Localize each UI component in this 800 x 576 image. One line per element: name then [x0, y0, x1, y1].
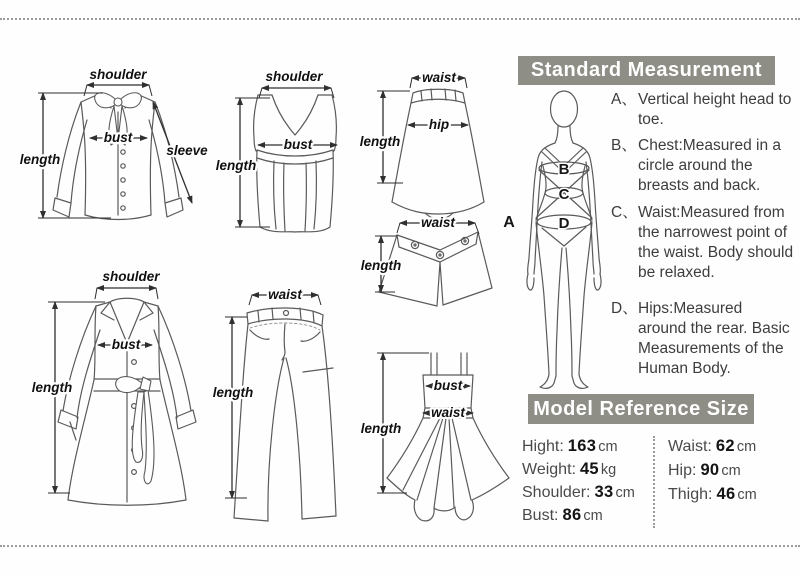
pants-waist-label: waist [268, 287, 302, 302]
tank-shoulder-ticks [259, 88, 334, 98]
model-reference-header: Model Reference Size [528, 394, 754, 424]
shorts-diagram [355, 208, 505, 313]
top-dotted-divider [0, 18, 800, 20]
stat-shoulder [522, 483, 635, 502]
stat-hip-value: 90 [700, 461, 720, 479]
stats-dotted-divider [653, 436, 655, 528]
stat-waist-label: Waist: [668, 438, 712, 455]
skirt-diagram [355, 55, 510, 230]
dress-bust-label: bust [433, 378, 463, 393]
blouse-sleeve-label: sleeve [166, 143, 208, 158]
tank-shoulder-label: shoulder [265, 69, 323, 84]
measurement-item-b [611, 136, 794, 196]
coat-bust-label: bust [111, 337, 141, 352]
stat-weight [522, 460, 616, 479]
stat-shoulder-value: 33 [594, 483, 614, 501]
stat-bust-label: Bust: [522, 507, 559, 524]
blouse-line-art [53, 94, 183, 220]
measurement-text-b: Chest:Measured in a circle around the breasts and back. [638, 137, 782, 194]
stat-thigh-value: 46 [716, 485, 736, 503]
pants-line-art [234, 308, 336, 521]
measurement-key-b: B、 [611, 137, 637, 154]
stat-weight-label: Weight: [522, 461, 576, 478]
stat-weight-value: 45 [579, 460, 599, 478]
stat-thigh [668, 485, 757, 504]
measurement-text-a: Vertical height head to toe. [638, 91, 792, 128]
coat-length-ticks [48, 302, 105, 493]
stat-height [522, 437, 618, 456]
stat-height-unit: cm [598, 439, 618, 455]
stat-bust [522, 506, 603, 525]
coat-shoulder-label: shoulder [102, 269, 160, 284]
skirt-line-art [392, 89, 484, 219]
measurement-item-c [611, 203, 794, 283]
skirt-hip-label: hip [428, 117, 450, 132]
body-figure-line-art [527, 91, 601, 388]
bottom-dotted-divider [0, 545, 800, 547]
body-figure-diagram [500, 86, 615, 391]
coat-belt-bow [116, 377, 154, 484]
figure-label-b: B [558, 161, 570, 178]
pants-diagram [205, 280, 355, 530]
stat-weight-unit: kg [600, 462, 617, 478]
stat-waist-value: 62 [715, 437, 735, 455]
blouse-bust-label: bust [103, 130, 133, 145]
measurement-item-a [611, 90, 794, 130]
tank-top-diagram [210, 55, 360, 250]
stat-shoulder-unit: cm [615, 485, 635, 501]
blouse-length-label: length [19, 152, 61, 167]
measurement-key-a: A、 [611, 91, 637, 108]
coat-diagram [10, 250, 215, 530]
coat-length-label: length [31, 380, 73, 395]
measurement-key-c: C、 [611, 204, 638, 221]
stat-waist [668, 437, 756, 456]
pants-length-ticks [225, 317, 247, 498]
tank-bust-label: bust [283, 137, 313, 152]
blouse-shoulder-ticks [84, 85, 152, 96]
stat-thigh-label: Thigh: [668, 486, 713, 503]
stat-height-value: 163 [567, 437, 597, 455]
shorts-length-label: length [360, 258, 402, 273]
shorts-waist-label: waist [421, 215, 455, 230]
stat-bust-unit: cm [583, 508, 603, 524]
coat-shoulder-ticks [95, 288, 158, 299]
figure-label-d: D [558, 215, 570, 232]
measurement-text-d: Hips:Measured around the rear. Basic Measurements of the Human Body. [638, 300, 790, 377]
stat-bust-value: 86 [562, 506, 582, 524]
skirt-length-label: length [359, 134, 401, 149]
tank-top-line-art [254, 95, 337, 232]
figure-label-c: C [558, 186, 570, 203]
standard-measurement-header: Standard Measurement [518, 56, 775, 85]
dress-waist-label: waist [431, 405, 465, 420]
stat-hip-unit: cm [721, 463, 741, 479]
stat-thigh-unit: cm [737, 487, 757, 503]
stat-height-label: Hight: [522, 438, 564, 455]
measurement-item-d [611, 299, 794, 379]
tank-length-label: length [215, 158, 257, 173]
stat-hip [668, 461, 741, 480]
pants-length-label: length [212, 385, 254, 400]
figure-label-a: A [503, 214, 515, 231]
stat-waist-unit: cm [736, 439, 757, 455]
skirt-waist-label: waist [422, 70, 456, 85]
dress-diagram [355, 330, 515, 525]
stat-shoulder-label: Shoulder: [522, 484, 591, 501]
dress-length-label: length [360, 421, 402, 436]
measurement-key-d: D、 [611, 300, 638, 317]
measurement-text-c: Waist:Measured from the narrowest point of the waist. Body should be relaxed. [638, 204, 794, 281]
stat-hip-label: Hip: [668, 462, 697, 479]
coat-line-art [58, 298, 196, 505]
blouse-shoulder-label: shoulder [89, 67, 147, 82]
blouse-diagram [15, 52, 215, 237]
